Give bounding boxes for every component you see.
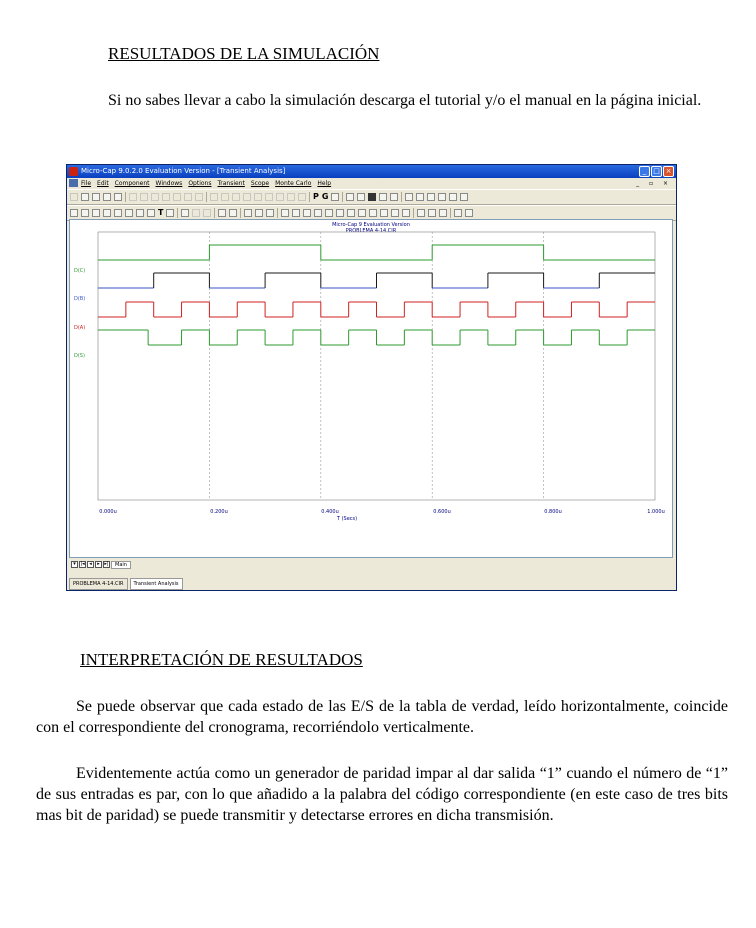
tool-icon[interactable] [336, 209, 344, 217]
tool-icon[interactable] [229, 209, 237, 217]
tool-icon[interactable] [460, 193, 468, 201]
x-tick-label: 0.600u [433, 509, 451, 515]
cut-icon[interactable] [151, 193, 159, 201]
menu-component[interactable]: Component [114, 180, 150, 187]
tool-icon[interactable] [325, 209, 333, 217]
x-tick-label: 1.000u [647, 509, 665, 515]
tool-icon[interactable] [276, 193, 284, 201]
tool-icon[interactable] [417, 209, 425, 217]
plot-area [69, 219, 673, 558]
menu-monte-carlo[interactable]: Monte Carlo [275, 180, 312, 187]
paragraph-parity [36, 763, 728, 826]
run-icon[interactable] [181, 209, 189, 217]
tool-icon[interactable] [314, 209, 322, 217]
tool-icon[interactable] [210, 193, 218, 201]
tool-icon[interactable] [136, 209, 144, 217]
x-tick-label: 0.400u [321, 509, 339, 515]
tool-icon[interactable] [232, 193, 240, 201]
trace-label-c: D(C) [74, 268, 86, 274]
paragraph-observation [36, 696, 728, 738]
tool-icon[interactable] [390, 193, 398, 201]
app-icon [69, 167, 78, 176]
next-page-icon[interactable]: ▸ [95, 561, 102, 568]
tool-icon[interactable] [357, 193, 365, 201]
maximize-icon[interactable]: □ [651, 166, 662, 177]
select-arrow-icon[interactable] [70, 209, 78, 217]
tool-icon[interactable] [405, 193, 413, 201]
tool-icon[interactable] [221, 193, 229, 201]
timing-diagram [70, 220, 672, 557]
menu-options[interactable]: Options [188, 180, 212, 187]
x-tick-label: 0.800u [544, 509, 562, 515]
print-icon[interactable] [103, 193, 111, 201]
toolbar-1 [67, 189, 676, 205]
tool-icon[interactable] [92, 209, 100, 217]
close-icon[interactable]: × [663, 166, 674, 177]
tool-icon[interactable] [427, 193, 435, 201]
tool-icon[interactable] [358, 209, 366, 217]
x-tick-label: 0.200u [210, 509, 228, 515]
minimize-icon[interactable]: _ [639, 166, 650, 177]
tool-icon[interactable] [380, 209, 388, 217]
prev-page-icon[interactable]: ◂ [87, 561, 94, 568]
undo-icon[interactable] [129, 193, 137, 201]
plot-frame [98, 232, 655, 500]
section-heading-interpretation: INTERPRETACIÓN DE RESULTADOS [80, 650, 363, 669]
paragraph-text: Se puede observar que cada estado de las E/S de la tabla de verdad, leído horizontalmente, coincide con el correspondiente del cronograma, recorriéndolo verticalmente. [36, 698, 728, 736]
tool-icon[interactable] [281, 209, 289, 217]
g-button[interactable]: G [321, 192, 329, 201]
tool-icon[interactable] [254, 193, 262, 201]
paragraph-simulation-note [36, 90, 720, 111]
tool-icon[interactable] [298, 193, 306, 201]
page-nav-menu-icon[interactable]: ▾ [71, 561, 78, 568]
tool-icon[interactable] [439, 209, 447, 217]
stop-icon[interactable] [192, 209, 200, 217]
menu-help[interactable]: Help [317, 180, 332, 187]
menu-transient[interactable]: Transient [217, 180, 245, 187]
document-icon [69, 179, 78, 187]
tool-icon[interactable] [428, 209, 436, 217]
first-page-icon[interactable]: |◂ [80, 561, 85, 567]
delete-icon[interactable] [184, 193, 192, 201]
paragraph-text: Evidentemente actúa como un generador de paridad impar al dar salida “1” cuando el número de “1” de sus entradas es par, con lo que añadido a la palabra del código correspondiente (en este caso de tres bits mas bit de paridad) se puede transmitir y detectarse errores en dicha transmisión. [36, 765, 728, 824]
trace-label-a: D(A) [74, 325, 86, 331]
tool-icon[interactable] [103, 209, 111, 217]
tool-icon[interactable] [244, 209, 252, 217]
tab-circuit[interactable]: PROBLEMA 4-14.CIR [69, 578, 128, 590]
p-button[interactable]: P [313, 192, 319, 201]
tab-main[interactable]: Main [111, 561, 131, 569]
tool-icon[interactable] [416, 193, 424, 201]
open-icon[interactable] [81, 193, 89, 201]
save-icon[interactable] [92, 193, 100, 201]
tool-icon[interactable] [391, 209, 399, 217]
x-axis-label: T (Secs) [336, 516, 358, 522]
tool-icon[interactable] [125, 209, 133, 217]
menu-bar [67, 178, 676, 189]
paste-icon[interactable] [173, 193, 181, 201]
trace-label-s: D(S) [74, 353, 85, 359]
window-titlebar [67, 165, 676, 178]
tool-icon[interactable] [265, 193, 273, 201]
menu-file[interactable]: File [81, 180, 92, 187]
last-page-icon[interactable]: ▸| [104, 561, 109, 567]
mdi-controls[interactable]: _ ▫ × [636, 180, 672, 187]
pause-icon[interactable] [203, 209, 211, 217]
tool-icon[interactable] [379, 193, 387, 201]
preview-icon[interactable] [114, 193, 122, 201]
window-tabs [67, 571, 677, 590]
tab-transient-analysis[interactable]: Transient Analysis [130, 578, 183, 590]
simulator-screenshot [66, 164, 677, 591]
tool-icon[interactable] [114, 209, 122, 217]
tool-icon[interactable] [292, 209, 300, 217]
plot-title: Micro-Cap 9 Evaluation Version [332, 222, 410, 228]
menu-scope[interactable]: Scope [250, 180, 270, 187]
page-nav [69, 559, 675, 570]
tool-icon[interactable] [331, 193, 339, 201]
zoom-out-icon[interactable] [465, 209, 473, 217]
tool-icon[interactable] [347, 209, 355, 217]
copy-icon[interactable] [162, 193, 170, 201]
tool-icon[interactable] [266, 209, 274, 217]
menu-windows[interactable]: Windows [155, 180, 183, 187]
tool-icon[interactable] [449, 193, 457, 201]
paragraph-text: Si no sabes llevar a cabo la simulación descarga el tutorial y/o el manual en la página inicial. [108, 92, 702, 109]
window-title: Micro-Cap 9.0.2.0 Evaluation Version - [Transient Analysis] [81, 167, 286, 175]
tool-icon[interactable] [303, 209, 311, 217]
tool-icon[interactable] [147, 209, 155, 217]
select-all-icon[interactable] [195, 193, 203, 201]
redo-icon[interactable] [140, 193, 148, 201]
section-heading-results: RESULTADOS DE LA SIMULACIÓN [108, 44, 380, 63]
tool-icon[interactable] [438, 193, 446, 201]
tool-icon[interactable] [243, 193, 251, 201]
new-icon[interactable] [70, 193, 78, 201]
tool-icon[interactable] [218, 209, 226, 217]
tool-icon[interactable] [166, 209, 174, 217]
tool-icon[interactable] [346, 193, 354, 201]
tool-icon[interactable] [255, 209, 263, 217]
text-tool-button[interactable]: T [158, 208, 164, 217]
zoom-in-icon[interactable] [454, 209, 462, 217]
tool-icon[interactable] [402, 209, 410, 217]
menu-edit[interactable]: Edit [97, 180, 109, 187]
tool-icon[interactable] [368, 193, 376, 201]
tool-icon[interactable] [369, 209, 377, 217]
plot-subtitle: PROBLEMA 4-14.CIR [345, 228, 397, 234]
tool-icon[interactable] [287, 193, 295, 201]
trace-label-b: D(B) [74, 296, 86, 302]
tool-icon[interactable] [81, 209, 89, 217]
x-tick-label: 0.000u [99, 509, 117, 515]
